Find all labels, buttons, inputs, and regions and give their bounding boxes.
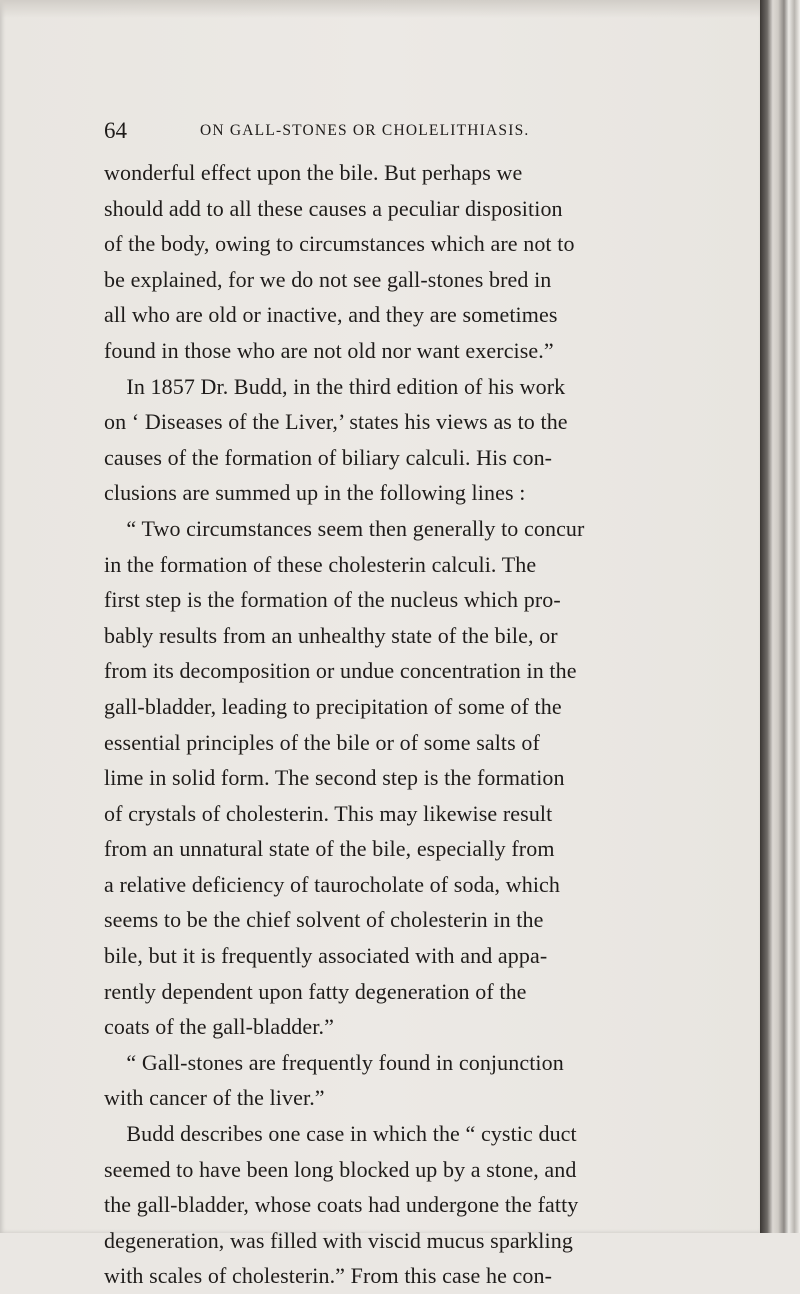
text-line: “ Two circumstances seem then generally to concur bbox=[104, 515, 585, 541]
text-line: first step is the formation of the nucleus which pro- bbox=[104, 587, 561, 613]
text-line: seems to be the chief solvent of cholesterin in the bbox=[104, 907, 544, 933]
text-line: from an unnatural state of the bile, especially from bbox=[104, 836, 555, 862]
text-line: on ‘ Diseases of the Liver,’ states his views as to the bbox=[104, 409, 568, 435]
text-line: in the formation of these cholesterin calculi. The bbox=[104, 551, 537, 577]
text-line: seemed to have been long blocked up by a stone, and bbox=[104, 1156, 577, 1182]
body-text bbox=[104, 155, 704, 1294]
running-title: ON GALL-STONES OR CHOLELITHIASIS. bbox=[200, 122, 530, 139]
text-line: clusions are summed up in the following lines : bbox=[104, 480, 526, 506]
text-line: bile, but it is frequently associated with and appa- bbox=[104, 943, 548, 969]
page-header bbox=[104, 118, 694, 150]
text-line: of the body, owing to circumstances which are not to bbox=[104, 231, 575, 257]
text-line: Budd describes one case in which the “ cystic duct bbox=[104, 1121, 577, 1147]
text-line: the gall-bladder, whose coats had undergone the fatty bbox=[104, 1192, 579, 1218]
text-line: found in those who are not old nor want exercise.” bbox=[104, 337, 554, 363]
text-line: with scales of cholesterin.” From this case he con- bbox=[104, 1263, 553, 1289]
text-line: lime in solid form. The second step is the formation bbox=[104, 765, 565, 791]
text-line: a relative deficiency of taurocholate of soda, which bbox=[104, 871, 560, 897]
text-line: degeneration, was filled with viscid mucus sparkling bbox=[104, 1227, 573, 1253]
text-line: causes of the formation of biliary calculi. His con- bbox=[104, 444, 553, 470]
text-line: coats of the gall-bladder.” bbox=[104, 1014, 334, 1040]
text-line: be explained, for we do not see gall-stones bred in bbox=[104, 266, 552, 292]
page-number: 64 bbox=[104, 118, 127, 143]
book-edge bbox=[760, 0, 800, 1233]
text-line: essential principles of the bile or of some salts of bbox=[104, 729, 540, 755]
text-line: In 1857 Dr. Budd, in the third edition of his work bbox=[104, 373, 566, 399]
text-line: wonderful effect upon the bile. But perhaps we bbox=[104, 160, 523, 185]
text-line: rently dependent upon fatty degeneration of the bbox=[104, 978, 527, 1004]
text-line: with cancer of the liver.” bbox=[104, 1085, 325, 1111]
text-line: all who are old or inactive, and they are sometimes bbox=[104, 302, 558, 328]
text-line: “ Gall-stones are frequently found in conjunction bbox=[104, 1049, 564, 1075]
page-top-shadow bbox=[0, 0, 760, 18]
text-line: bably results from an unhealthy state of the bile, or bbox=[104, 622, 558, 648]
text-line: gall-bladder, leading to precipitation of some of the bbox=[104, 693, 562, 719]
text-line: from its decomposition or undue concentration in the bbox=[104, 658, 577, 684]
text-line: should add to all these causes a peculiar disposition bbox=[104, 195, 563, 221]
text-line: of crystals of cholesterin. This may likewise result bbox=[104, 800, 553, 826]
